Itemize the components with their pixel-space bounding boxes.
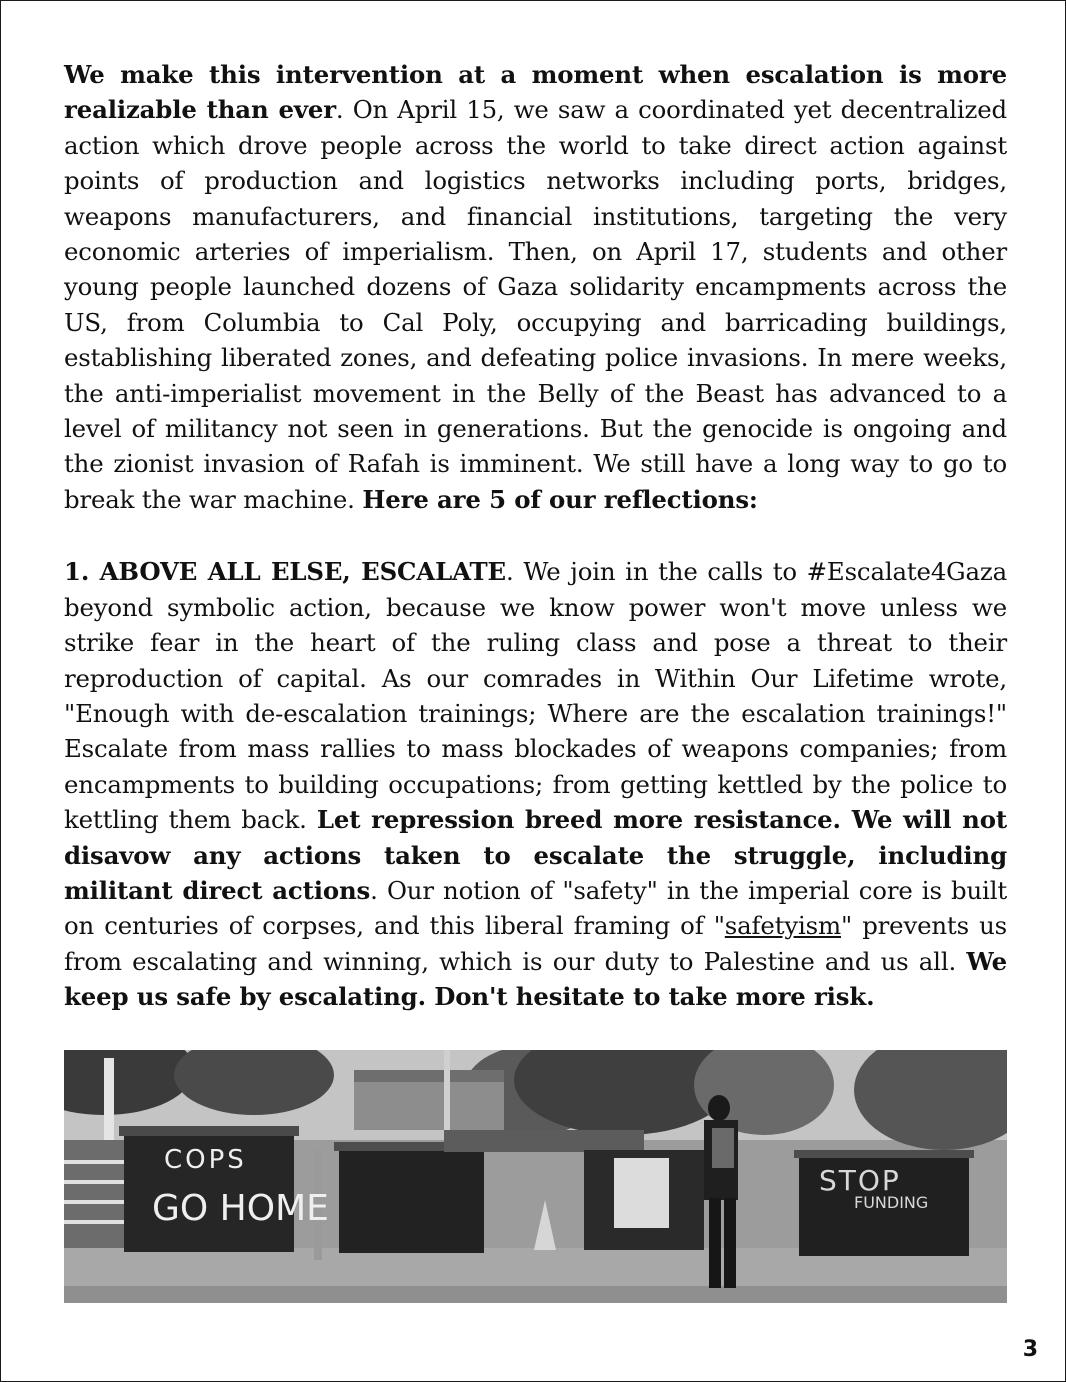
graffiti-go-home: GO HOME bbox=[152, 1188, 329, 1229]
barricade-photo bbox=[64, 1050, 1007, 1303]
graffiti-cops: COPS bbox=[164, 1145, 247, 1175]
intro-lead: We make this intervention at a moment when escalation is more realizable than ever bbox=[64, 60, 1007, 125]
barricade-photo-graphic bbox=[64, 1050, 1007, 1303]
reflection-1-text-c: " prevents us from escalating and winning, which is our duty to Palestine and us all. bbox=[64, 911, 1007, 976]
graffiti-funding: FUNDING bbox=[854, 1193, 929, 1212]
intro-paragraph bbox=[64, 57, 1007, 517]
page-number: 3 bbox=[1022, 1337, 1038, 1362]
reflection-1-paragraph bbox=[64, 554, 1007, 1014]
reflection-1-bold-a: Let repression breed more resistance. We will not disavow any actions taken to escalate the struggle, including militant direct actions bbox=[64, 805, 1007, 905]
body-text bbox=[64, 57, 1007, 1015]
reflection-1-bold-b: We keep us safe by escalating. Don't hesitate to take more risk. bbox=[64, 946, 1007, 1012]
intro-closing: Here are 5 of our reflections: bbox=[362, 484, 758, 514]
reflection-1-heading: 1. ABOVE ALL ELSE, ESCALATE bbox=[64, 557, 506, 587]
safetyism-link[interactable]: safetyism bbox=[724, 911, 841, 941]
reflection-1-text-a: . We join in the calls to #Escalate4Gaza beyond symbolic action, because we know power won't move unless we strike fear in the heart of the ruling class and pose a threat to their reproduction of capital. As our comrades in Within Our Lifetime wrote, "Enough with de-escalation trainings; Where are the escalation trainings!" Escalate from mass rallies to mass blockades of weapons companies; from encampments to building occupations; from getting kettled by the police to kettling them back. bbox=[64, 557, 1008, 835]
graffiti-stop: STOP bbox=[819, 1164, 901, 1197]
intro-body: . On April 15, we saw a coordinated yet decentralized action which drove people across the world to take direct action against points of production and logistics networks including ports, bridges, weapons manufacturers, and financial institutions, targeting the very economic arteries of imperialism. Then, on April 17, students and other young people launched dozens of Gaza solidarity encampments across the US, from Columbia to Cal Poly, occupying and barricading buildings, establishing liberated zones, and defeating police invasions. In mere weeks, the anti-imperialist movement in the Belly of the Beast has advanced to a level of militancy not seen in generations. But the genocide is ongoing and the zionist invasion of Rafah is imminent. We still have a long way to go to break the war machine. bbox=[64, 95, 1007, 514]
reflection-1-text-b: . Our notion of "safety" in the imperial core is built on centuries of corpses, and this liberal framing of " bbox=[64, 875, 1008, 941]
